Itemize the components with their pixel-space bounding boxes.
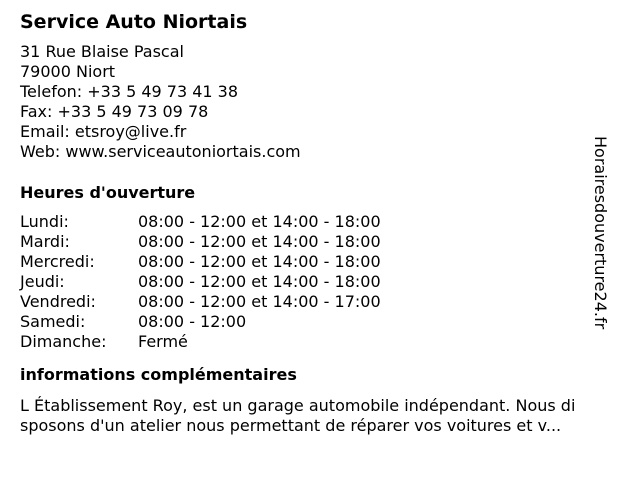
contact-block xyxy=(20,42,620,162)
website-link[interactable]: Web: www.serviceautoniortais.com xyxy=(20,142,301,161)
additional-info-line: L Établissement Roy, est un garage automobile indépendant. Nous di xyxy=(20,396,576,415)
additional-info-heading: informations complémentaires xyxy=(20,365,297,384)
hours-time-value: 08:00 - 12:00 et 14:00 - 18:00 xyxy=(138,212,381,231)
hours-day-label: Mardi: xyxy=(20,232,70,251)
additional-info-text xyxy=(20,396,620,436)
site-watermark: Horairesdouverture24.fr xyxy=(591,136,610,330)
hours-time-value: 08:00 - 12:00 et 14:00 - 18:00 xyxy=(138,272,381,291)
opening-hours-heading: Heures d'ouverture xyxy=(20,183,196,202)
hours-row-thursday xyxy=(20,272,620,292)
hours-row-friday xyxy=(20,292,620,312)
hours-row-monday xyxy=(20,212,620,232)
hours-time-value: 08:00 - 12:00 xyxy=(138,312,247,331)
email-address[interactable]: Email: etsroy@live.fr xyxy=(20,122,187,141)
hours-day-label: Samedi: xyxy=(20,312,86,331)
hours-time-value: 08:00 - 12:00 et 14:00 - 18:00 xyxy=(138,232,381,251)
fax-number: Fax: +33 5 49 73 09 78 xyxy=(20,102,209,121)
business-name: Service Auto Niortais xyxy=(20,11,248,33)
hours-time-value: 08:00 - 12:00 et 14:00 - 18:00 xyxy=(138,252,381,271)
hours-day-label: Dimanche: xyxy=(20,332,107,351)
additional-info-line: sposons d'un atelier nous permettant de réparer vos voitures et v... xyxy=(20,416,562,435)
hours-time-value: Fermé xyxy=(138,332,188,351)
hours-day-label: Mercredi: xyxy=(20,252,95,271)
hours-day-label: Lundi: xyxy=(20,212,69,231)
business-card xyxy=(20,10,620,436)
hours-row-tuesday xyxy=(20,232,620,252)
hours-row-wednesday xyxy=(20,252,620,272)
address-city: 79000 Niort xyxy=(20,62,116,81)
hours-day-label: Vendredi: xyxy=(20,292,96,311)
hours-time-value: 08:00 - 12:00 et 14:00 - 17:00 xyxy=(138,292,381,311)
phone-number[interactable]: Telefon: +33 5 49 73 41 38 xyxy=(20,82,239,101)
hours-row-sunday xyxy=(20,332,620,352)
opening-hours-table xyxy=(20,212,620,352)
hours-row-saturday xyxy=(20,312,620,332)
hours-day-label: Jeudi: xyxy=(20,272,65,291)
address-street: 31 Rue Blaise Pascal xyxy=(20,42,184,61)
